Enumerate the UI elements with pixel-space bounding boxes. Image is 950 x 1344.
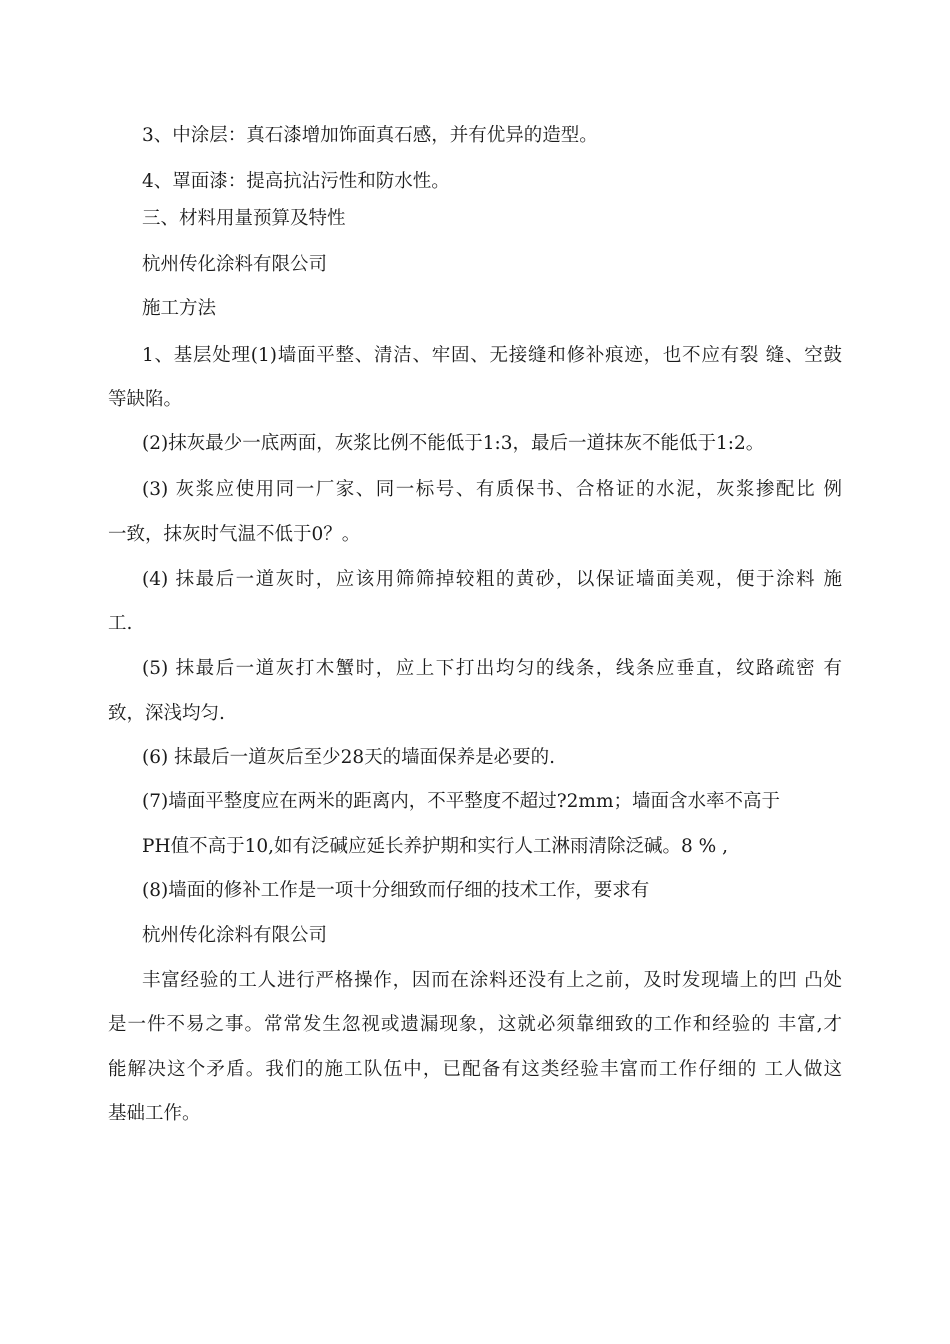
paragraph-line: (2)抹灰最少一底两面，灰浆比例不能低于1:3，最后一道抹灰不能低于1:2。 — [142, 433, 765, 454]
paragraph-line: 基础工作。 — [108, 1103, 201, 1124]
paragraph-line: (8)墙面的修补工作是一项十分细致而仔细的技术工作，要求有 — [142, 880, 650, 901]
section-heading: 施工方法 — [142, 298, 217, 319]
paragraph-line: (3) 灰浆应使用同一厂家、同一标号、有质保书、合格证的水泥，灰浆掺配比 例 — [142, 479, 842, 500]
paragraph-line: (4) 抹最后一道灰时，应该用筛筛掉较粗的黄砂，以保证墙面美观，便于涂料 施 — [142, 569, 842, 590]
paragraph-line: 一致，抹灰时气温不低于0？。 — [108, 524, 361, 545]
paragraph-line: 能解决这个矛盾。我们的施工队伍中，已配备有这类经验丰富而工作仔细的 工人做这 — [108, 1059, 842, 1080]
paragraph-line: 工. — [108, 613, 133, 634]
paragraph-line: 3、中涂层：真石漆增加饰面真石感，并有优异的造型。 — [142, 125, 598, 146]
paragraph-line: (7)墙面平整度应在两米的距离内，不平整度不超过?2mm；墙面含水率不高于 — [142, 791, 780, 812]
company-name: 杭州传化涂料有限公司 — [142, 254, 328, 275]
paragraph-line: 致，深浅均匀. — [108, 703, 225, 724]
paragraph-line: 丰富经验的工人进行严格操作，因而在涂料还没有上之前，及时发现墙上的凹 凸处 — [142, 970, 842, 991]
paragraph-line: (5) 抹最后一道灰打木蟹时，应上下打出均匀的线条，线条应垂直，纹路疏密 有 — [142, 658, 842, 679]
paragraph-line: (6) 抹最后一道灰后至少28天的墙面保养是必要的. — [142, 747, 556, 768]
paragraph-line: 等缺陷。 — [108, 389, 183, 410]
section-heading: 三、材料用量预算及特性 — [142, 208, 346, 229]
paragraph-line: 是一件不易之事。常常发生忽视或遗漏现象，这就必须靠细致的工作和经验的 丰富,才 — [108, 1014, 842, 1035]
paragraph-line: 1、基层处理(1)墙面平整、清洁、牢固、无接缝和修补痕迹，也不应有裂 缝、空鼓 — [142, 345, 842, 366]
paragraph-line: 4、罩面漆：提高抗沾污性和防水性。 — [142, 171, 450, 192]
company-name: 杭州传化涂料有限公司 — [142, 925, 328, 946]
paragraph-line: PH值不高于10,如有泛碱应延长养护期和实行人工淋雨清除泛碱。8 % , — [142, 836, 728, 857]
